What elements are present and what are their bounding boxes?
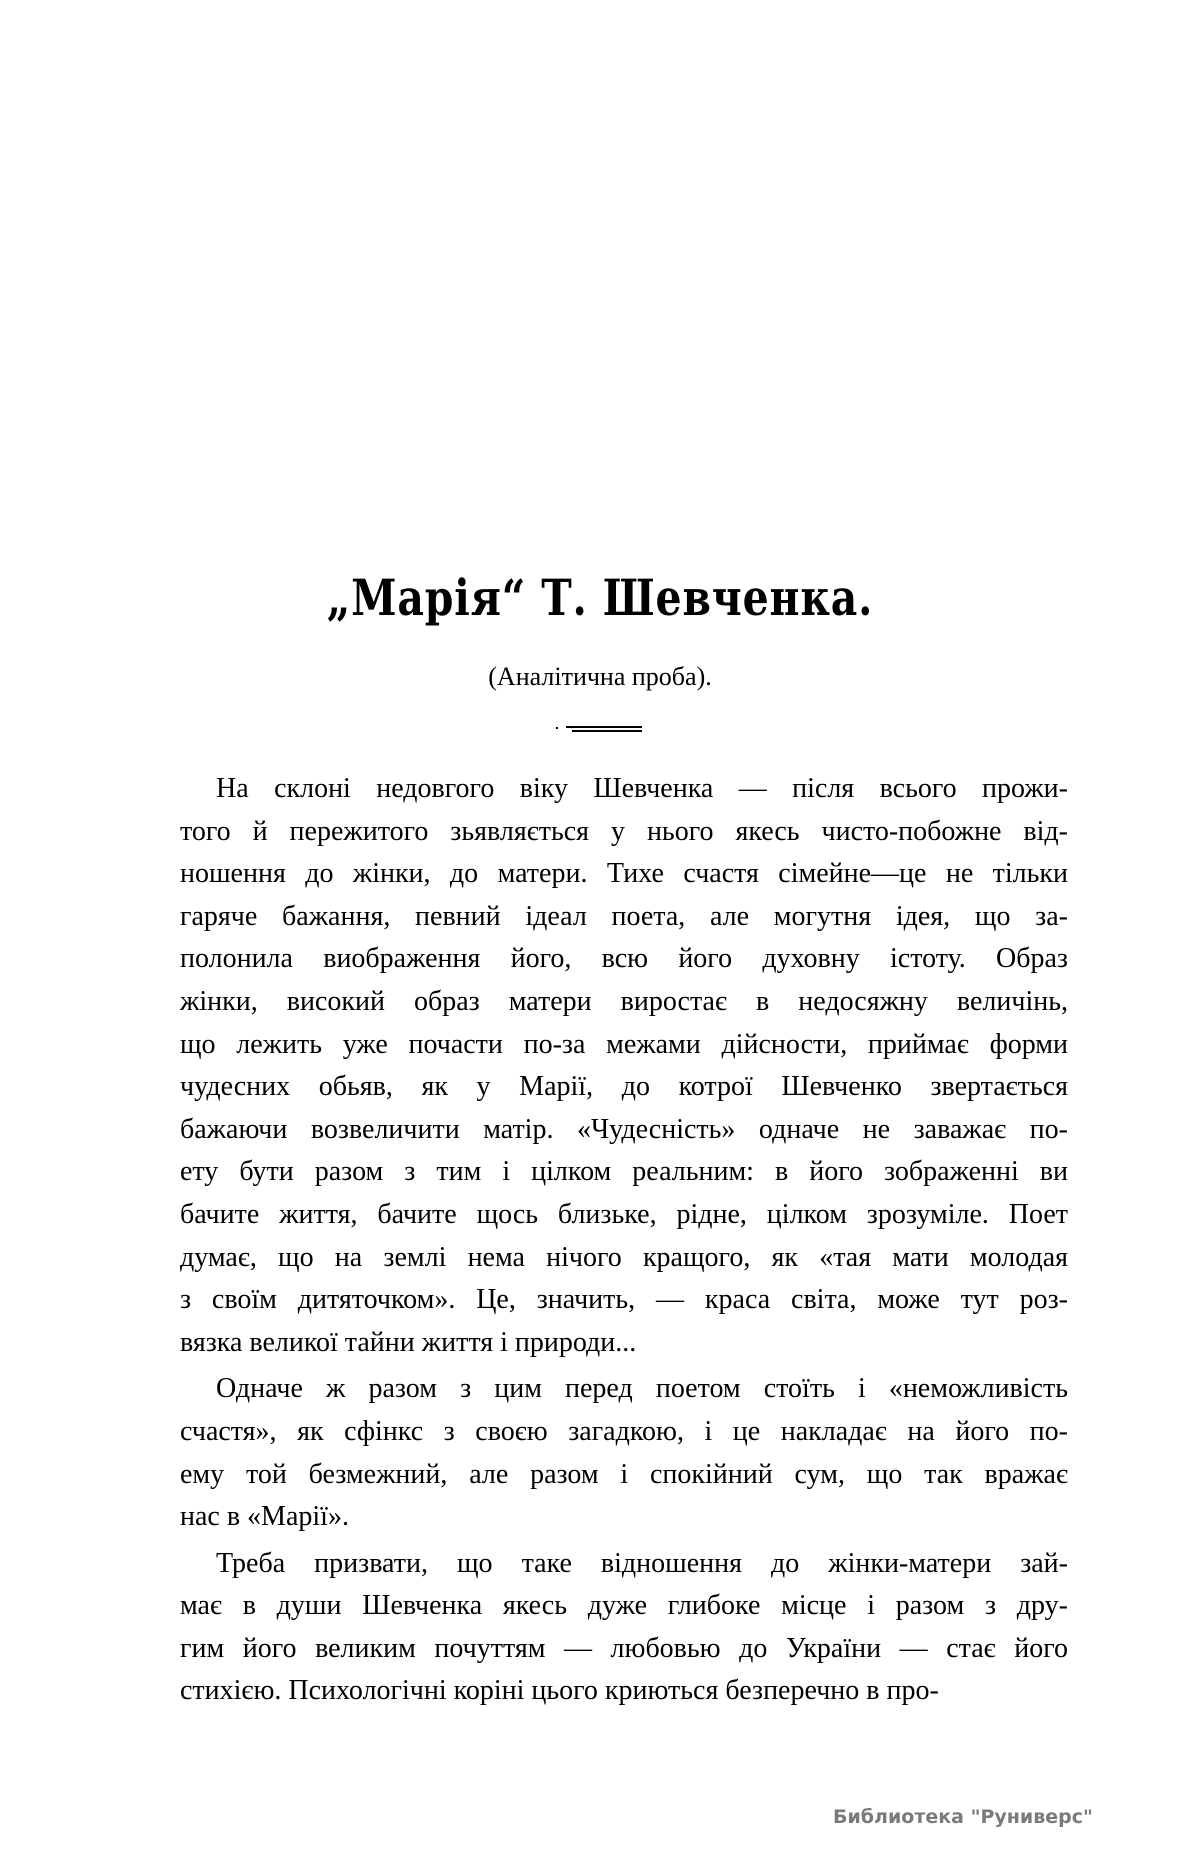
- text-line: полонила виображення його, всю його духовну істоту. Образ: [180, 943, 1068, 975]
- text-line: ету бути разом з тим і цілком реальним: в його зображенні ви: [180, 1156, 1068, 1188]
- text-line: має в души Шевченка якесь дуже глибоке місце і разом з дру-: [180, 1590, 1068, 1622]
- text-line: Треба призвати, що таке відношення до жінки-матери зай-: [216, 1547, 1068, 1579]
- section-separator: [566, 726, 642, 732]
- text-line: чудесних обьяв, як у Марії, до котрої Шевченко звертається: [180, 1071, 1068, 1103]
- body-text: [180, 768, 1068, 1717]
- subtitle: (Аналітична проба).: [488, 662, 712, 691]
- library-watermark: Библиотека "Руниверс": [833, 1806, 1093, 1828]
- text-line: нас в «Марії».: [180, 1501, 349, 1533]
- text-line: що лежить уже почасти по-за межами дійсности, приймає форми: [180, 1028, 1068, 1060]
- paragraph: [180, 768, 1068, 1364]
- paragraph: [180, 1543, 1068, 1713]
- text-line: з своїм дитяточком». Це, значить, — краса світа, може тут роз-: [180, 1284, 1068, 1316]
- text-line: бажаючи возвеличити матір. «Чудесність» одначе не заважає по-: [180, 1113, 1068, 1145]
- text-line: счастя», як сфінкс з своєю загадкою, і це накладає на його по-: [180, 1415, 1068, 1447]
- text-line: стихією. Психологічні коріні цього криються безперечно в про-: [180, 1675, 939, 1707]
- paragraph: [180, 1368, 1068, 1538]
- text-line: думає, що на землі нема нічого кращого, як «тая мати молодая: [180, 1241, 1068, 1273]
- text-line: ношення до жінки, до матери. Тихе счастя сімейне—це не тільки: [180, 858, 1068, 890]
- text-line: Одначе ж разом з цим перед поетом стоїть і «неможливість: [216, 1373, 1068, 1405]
- text-line: На склоні недовгого віку Шевченка — після всього прожи-: [216, 773, 1068, 804]
- text-line: бачите життя, бачите щось близьке, рідне, цілком зрозуміле. Поет: [180, 1198, 1068, 1230]
- text-line: жінки, високий образ матери виростає в недосяжну величінь,: [180, 985, 1068, 1017]
- text-line: гаряче бажання, певний ідеал поета, але могутня ідея, що за-: [180, 900, 1068, 932]
- text-line: ему той безмежний, але разом і спокійний сум, що так вражає: [180, 1458, 1068, 1490]
- text-line: гим його великим почуттям — любовью до України — стає його: [180, 1632, 1068, 1664]
- page-title: „Марія“ Т. Шевченка.: [326, 568, 874, 627]
- text-line: того й пережитого зьявляється у нього якесь чисто-побожне від-: [180, 815, 1068, 847]
- text-line: вязка великої тайни життя і природи...: [180, 1326, 637, 1358]
